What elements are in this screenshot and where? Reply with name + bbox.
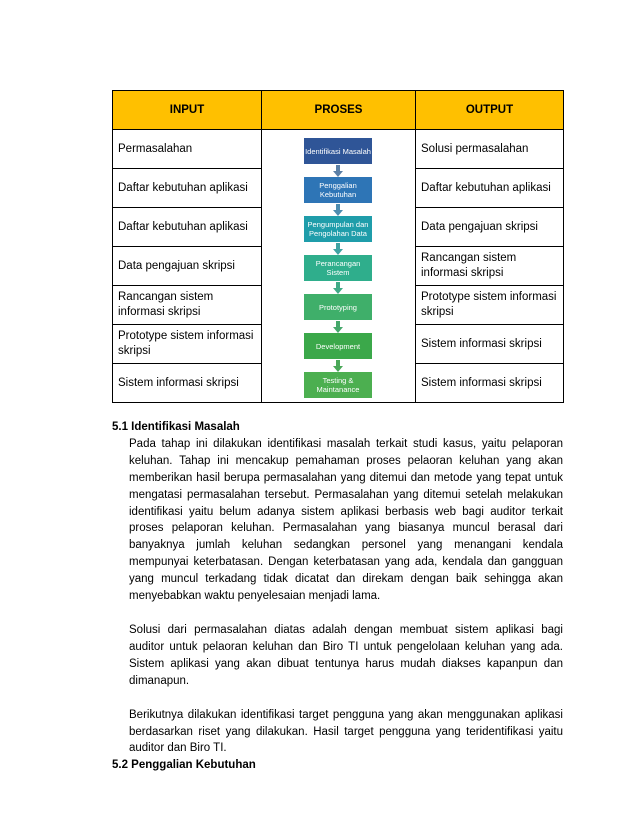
output-cell: Solusi permasalahan <box>416 130 564 169</box>
flow-step-development: Development <box>304 333 372 359</box>
process-flow-cell <box>262 130 416 403</box>
output-cell: Sistem informasi skripsi <box>416 325 564 364</box>
output-cell: Rancangan sistem informasi skripsi <box>416 247 564 286</box>
arrow-down-icon <box>333 204 343 216</box>
arrow-down-icon <box>333 243 343 255</box>
input-cell: Data pengajuan skripsi <box>113 247 262 286</box>
arrow-down-icon <box>333 165 343 177</box>
arrow-down-icon <box>333 282 343 294</box>
input-cell: Permasalahan <box>113 130 262 169</box>
output-cell: Prototype sistem informasi skripsi <box>416 286 564 325</box>
input-cell: Rancangan sistem informasi skripsi <box>113 286 262 325</box>
flow-step-pengumpulan: Pengumpulan dan Pengolahan Data <box>304 216 372 242</box>
header-proses: PROSES <box>262 91 416 130</box>
body-text <box>112 419 563 774</box>
input-cell: Daftar kebutuhan aplikasi <box>113 169 262 208</box>
flow-step-testing: Testing & Maintanance <box>304 372 372 398</box>
flow-step-perancangan: Perancangan Sistem <box>304 255 372 281</box>
paragraph: Berikutnya dilakukan identifikasi target pengguna yang akan menggunakan aplikasi berdasarkan riset yang dilakukan. Hasil target pengguna yang teridentifikasi yaitu auditor dan Biro TI. <box>129 708 563 755</box>
flow-step-penggalian: Penggalian Kebutuhan <box>304 177 372 203</box>
ipo-table <box>112 90 564 403</box>
paragraph: Pada tahap ini dilakukan identifikasi masalah terkait studi kasus, yaitu pelaporan keluhan. Tahap ini mencakup pemahaman proses pelaoran keluhan yang akan memberikan hasil berupa permasalahan yang ditemui dan metode yang tepat untuk mengatasi permasalahan tersebut. Permasalahan yang ditemui setelah melakukan identifikasi yaitu belum adanya sistem aplikasi berbasis web bagi auditor terkait proses pelaporan keluhan. Permasalahan yang biasanya muncul berasal dari banyaknya jumlah keluhan sedangkan personel yang menangani kendala mempunyai keterbatasan. Dengan keterbatasan yang ada, kendala dan gangguan yang muncul terkadang tidak dicatat dan direkam dengan baik sehingga akan menyebabkan waktu penyelesaian menjadi lama. <box>129 437 563 603</box>
section-heading-5-2: 5.2 Penggalian Kebutuhan <box>112 759 256 772</box>
output-cell: Daftar kebutuhan aplikasi <box>416 169 564 208</box>
header-input: INPUT <box>113 91 262 130</box>
table-row <box>113 130 564 169</box>
section-heading-5-1: 5.1 Identifikasi Masalah <box>112 421 240 433</box>
input-cell: Prototype sistem informasi skripsi <box>113 325 262 364</box>
input-cell: Sistem informasi skripsi <box>113 364 262 403</box>
arrow-down-icon <box>333 321 343 333</box>
table-header-row <box>113 91 564 130</box>
input-cell: Daftar kebutuhan aplikasi <box>113 208 262 247</box>
output-cell: Data pengajuan skripsi <box>416 208 564 247</box>
header-output: OUTPUT <box>416 91 564 130</box>
output-cell: Sistem informasi skripsi <box>416 364 564 403</box>
paragraph: Solusi dari permasalahan diatas adalah dengan membuat sistem aplikasi bagi auditor untuk pelaoran keluhan dan Biro TI untuk pengelolaan keluhan yang ada. Sistem aplikasi yang akan dibuat tentunya harus mudah diakses kapanpun dan dimanapun. <box>129 623 563 687</box>
arrow-down-icon <box>333 360 343 372</box>
flow-step-identifikasi: Identifikasi Masalah <box>304 138 372 164</box>
flow-step-prototyping: Prototyping <box>304 294 372 320</box>
